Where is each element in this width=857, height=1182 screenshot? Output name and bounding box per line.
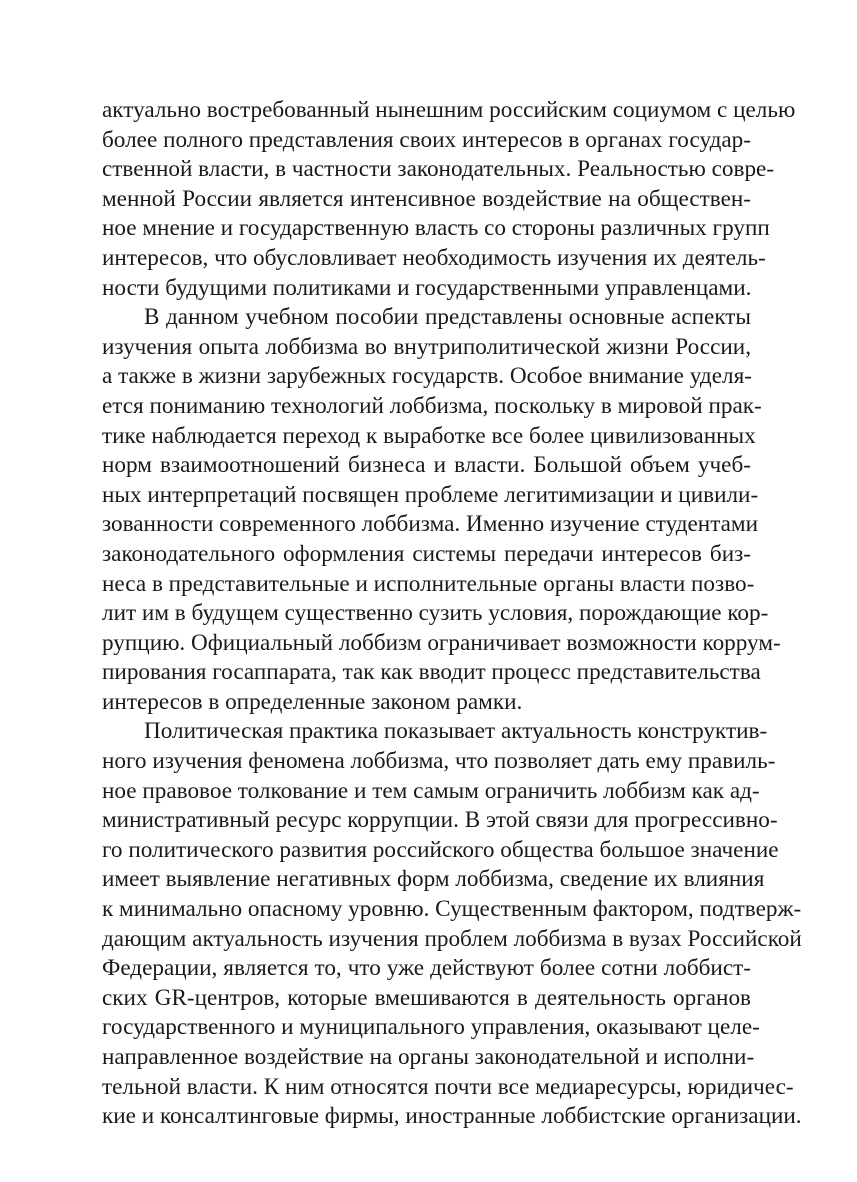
text-line: более полного представления своих интересов в органах государ- <box>102 126 751 153</box>
text-line: ного изучения феномена лоббизма, что позволяет дать ему правиль- <box>102 748 776 775</box>
text-line: а также в жизни зарубежных государств. Особое внимание уделя- <box>102 363 752 390</box>
text-line: к минимально опасному уровню. Существенным фактором, подтверж- <box>102 896 802 923</box>
text-line: В данном учебном пособии представлены основные аспекты <box>144 304 751 331</box>
text-line: зованности современного лоббизма. Именно изучение студентами <box>102 511 758 538</box>
text-line: норм взаимоотношений бизнеса и власти. Большой объем учеб- <box>102 452 751 479</box>
text-line: пирования госаппарата, так как вводит процесс представительства <box>102 659 761 686</box>
text-line: Политическая практика показывает актуальность конструктив- <box>144 718 768 745</box>
text-line: ных интерпретаций посвящен проблеме легитимизации и цивили- <box>102 481 759 508</box>
text-line: рупцию. Официальный лоббизм ограничивает возможности коррум- <box>102 629 781 656</box>
text-line: ное правовое толкование и тем самым ограничить лоббизм как ад- <box>102 777 760 804</box>
text-line: интересов, что обусловливает необходимость изучения их деятель- <box>102 244 766 271</box>
text-line: дающим актуальность изучения проблем лоббизма в вузах Российской <box>102 925 802 952</box>
text-line: изучения опыта лоббизма во внутриполитической жизни России, <box>102 333 751 360</box>
text-line: ственной власти, в частности законодательных. Реальностью совре- <box>102 156 775 183</box>
text-line: ских GR-центров, которые вмешиваются в деятельность органов <box>102 984 751 1011</box>
text-line: кие и консалтинговые фирмы, иностранные лоббистские организации. <box>102 1103 802 1130</box>
text-line: тельной власти. К ним относятся почти все медиаресурсы, юридичес- <box>102 1073 794 1100</box>
paragraph-3 <box>102 717 802 1131</box>
document-page <box>102 96 802 1132</box>
text-line: неса в представительные и исполнительные органы власти позво- <box>102 570 755 597</box>
text-line: актуально востребованный нынешним российским социумом с целью <box>102 97 796 123</box>
text-line: Федерации, является то, что уже действуют более сотни лоббист- <box>102 955 751 982</box>
paragraph-2 <box>102 303 781 717</box>
text-line: законодательного оформления системы передачи интересов биз- <box>102 540 751 567</box>
text-line: направленное воздействие на органы законодательной и исполни- <box>102 1044 755 1070</box>
text-line: интересов в определенные законом рамки. <box>102 688 523 715</box>
text-line: ное мнение и государственную власть со стороны различных групп <box>102 215 770 242</box>
text-line: ности будущими политиками и государственными управленцами. <box>102 274 752 301</box>
text-line: министративный ресурс коррупции. В этой связи для прогрессивно- <box>102 807 778 834</box>
text-line: государственного и муниципального управления, оказывают целе- <box>102 1014 760 1041</box>
text-line: ется пониманию технологий лоббизма, поскольку в мировой прак- <box>102 392 762 419</box>
text-line: менной России является интенсивное воздействие на обществен- <box>102 185 751 212</box>
text-line: го политического развития российского общества большое значение <box>102 836 779 863</box>
paragraph-1 <box>102 96 796 303</box>
text-line: лит им в будущем существенно сузить условия, порождающие кор- <box>102 600 769 627</box>
text-line: тике наблюдается переход к выработке все более цивилизованных <box>102 422 756 449</box>
text-line: имеет выявление негативных форм лоббизма, сведение их влияния <box>102 866 765 893</box>
